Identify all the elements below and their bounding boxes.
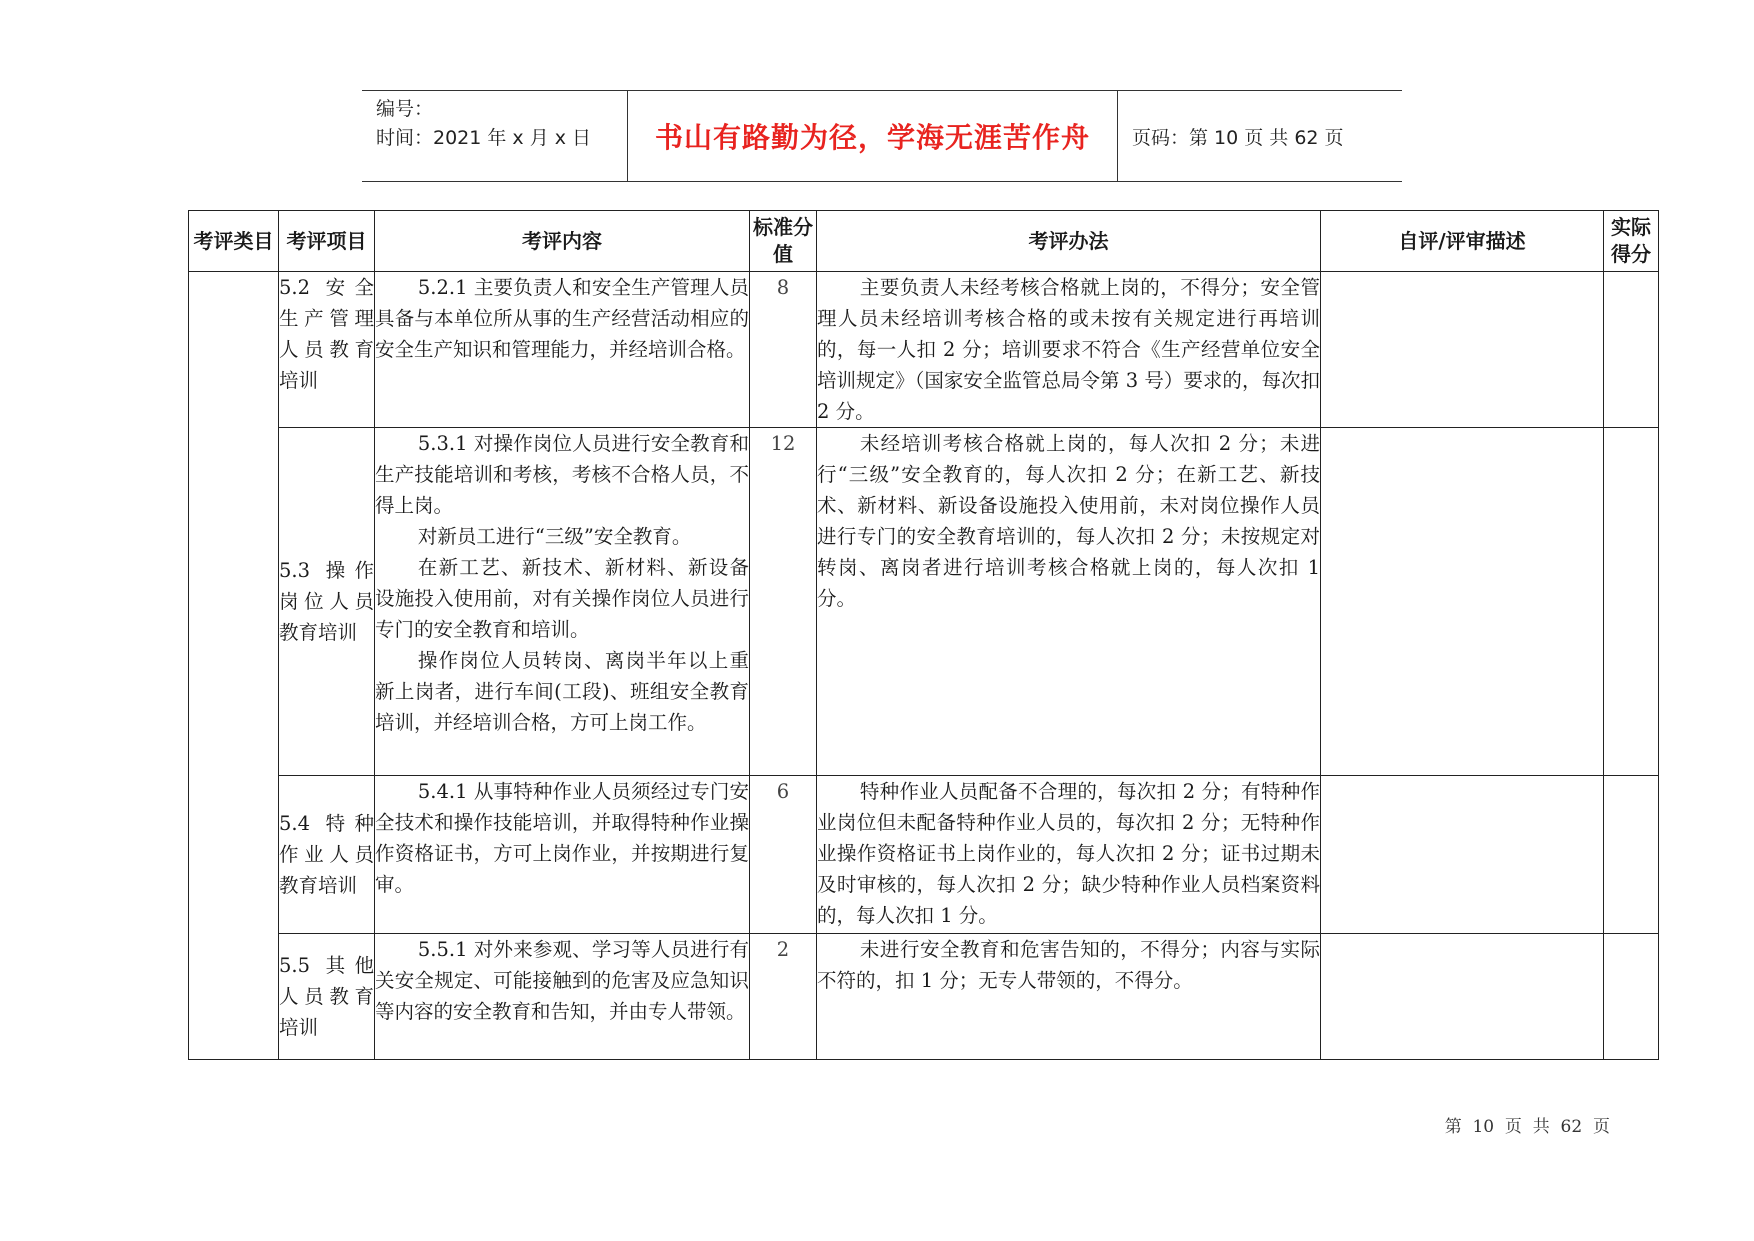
header-content: 考评内容 [375,211,750,272]
score-cell: 12 [750,428,817,776]
score-cell: 6 [750,776,817,934]
header-motto: 书山有路勤为径，学海无涯苦作舟 [628,91,1118,181]
method-cell [817,428,1321,776]
page-header [362,90,1402,182]
self-eval-cell [1321,776,1604,934]
actual-score-cell [1604,428,1659,776]
self-eval-cell [1321,272,1604,428]
content-cell [375,272,750,428]
item-cell: 5.3 操作岗位人员教育培训 [279,428,375,776]
actual-score-cell [1604,934,1659,1060]
method-paragraph: 未经培训考核合格就上岗的，每人次扣 2 分；未进行“三级”安全教育的，每人次扣 2 分；在新工艺、新技术、新材料、新设备设施投入使用前，未对岗位操作人员进行专门的安全教育培训的，每人次扣 2 分；未按规定对转岗、离岗者进行培训考核合格就上岗的，每人次扣 1 分。 [817,432,1320,610]
score-cell: 2 [750,934,817,1060]
content-paragraph: 对新员工进行“三级”安全教育。 [417,525,692,548]
method-cell [817,934,1321,1060]
header-method: 考评办法 [817,211,1321,272]
method-cell [817,776,1321,934]
table-row [189,934,1659,1060]
header-page-label: 页码：第 10 页 共 62 页 [1132,126,1344,149]
actual-score-cell [1604,776,1659,934]
content-cell [375,776,750,934]
category-cell [189,272,279,1060]
header-item: 考评项目 [279,211,375,272]
score-cell: 8 [750,272,817,428]
item-cell: 5.2 安全生产管理人员教育培训 [279,272,375,428]
item-cell: 5.5 其他人员教育培训 [279,934,375,1060]
self-eval-cell [1321,428,1604,776]
method-paragraph: 特种作业人员配备不合理的，每次扣 2 分；有特种作业岗位但未配备特种作业人员的，每次扣 2 分；无特种作业操作资格证书上岗作业的，每人次扣 2 分；证书过期未及时审核的，每人次扣 2 分；缺少特种作业人员档案资料的，每人次扣 1 分。 [817,780,1320,927]
table-row [189,776,1659,934]
content-paragraph: 5.3.1 对操作岗位人员进行安全教育和生产技能培训和考核，考核不合格人员，不得上岗。 [375,432,749,517]
content-paragraph: 5.5.1 对外来参观、学习等人员进行有关安全规定、可能接触到的危害及应急知识等内容的安全教育和告知，并由专人带领。 [375,938,749,1023]
page-footer: 第 10 页 共 62 页 [1444,1117,1610,1137]
self-eval-cell [1321,934,1604,1060]
header-score: 标准分值 [750,211,817,272]
header-actual: 实际得分 [1604,211,1659,272]
actual-score-cell [1604,272,1659,428]
content-paragraph: 5.4.1 从事特种作业人员须经过专门安全技术和操作技能培训，并取得特种作业操作资格证书，方可上岗作业，并按期进行复审。 [375,780,749,896]
content-cell [375,428,750,776]
method-cell [817,272,1321,428]
method-paragraph: 未进行安全教育和危害告知的，不得分；内容与实际不符的，扣 1 分；无专人带领的，不得分。 [817,938,1320,992]
time-label: 时间：2021 年 x 月 x 日 [376,127,592,149]
table-row [189,428,1659,776]
table-row [189,272,1659,428]
content-paragraph: 5.2.1 主要负责人和安全生产管理人员具备与本单位所从事的生产经营活动相应的安全生产知识和管理能力，并经培训合格。 [375,276,749,361]
header-meta [362,91,628,181]
table-header-row [189,211,1659,272]
content-cell [375,934,750,1060]
content-paragraph: 操作岗位人员转岗、离岗半年以上重新上岗者，进行车间(工段)、班组安全教育培训，并经培训合格，方可上岗工作。 [375,649,749,734]
method-paragraph: 主要负责人未经考核合格就上岗的，不得分；安全管理人员未经培训考核合格的或未按有关规定进行再培训的，每一人扣 2 分；培训要求不符合《生产经营单位安全培训规定》（国家安全监管总局令第 3 号）要求的，每次扣 2 分。 [817,276,1320,423]
evaluation-table [188,210,1659,1060]
number-label: 编号： [376,98,434,120]
header-self-eval: 自评/评审描述 [1321,211,1604,272]
item-cell: 5.4 特种作业人员教育培训 [279,776,375,934]
header-category: 考评类目 [189,211,279,272]
content-paragraph: 在新工艺、新技术、新材料、新设备设施投入使用前，对有关操作岗位人员进行专门的安全教育和培训。 [375,556,749,641]
